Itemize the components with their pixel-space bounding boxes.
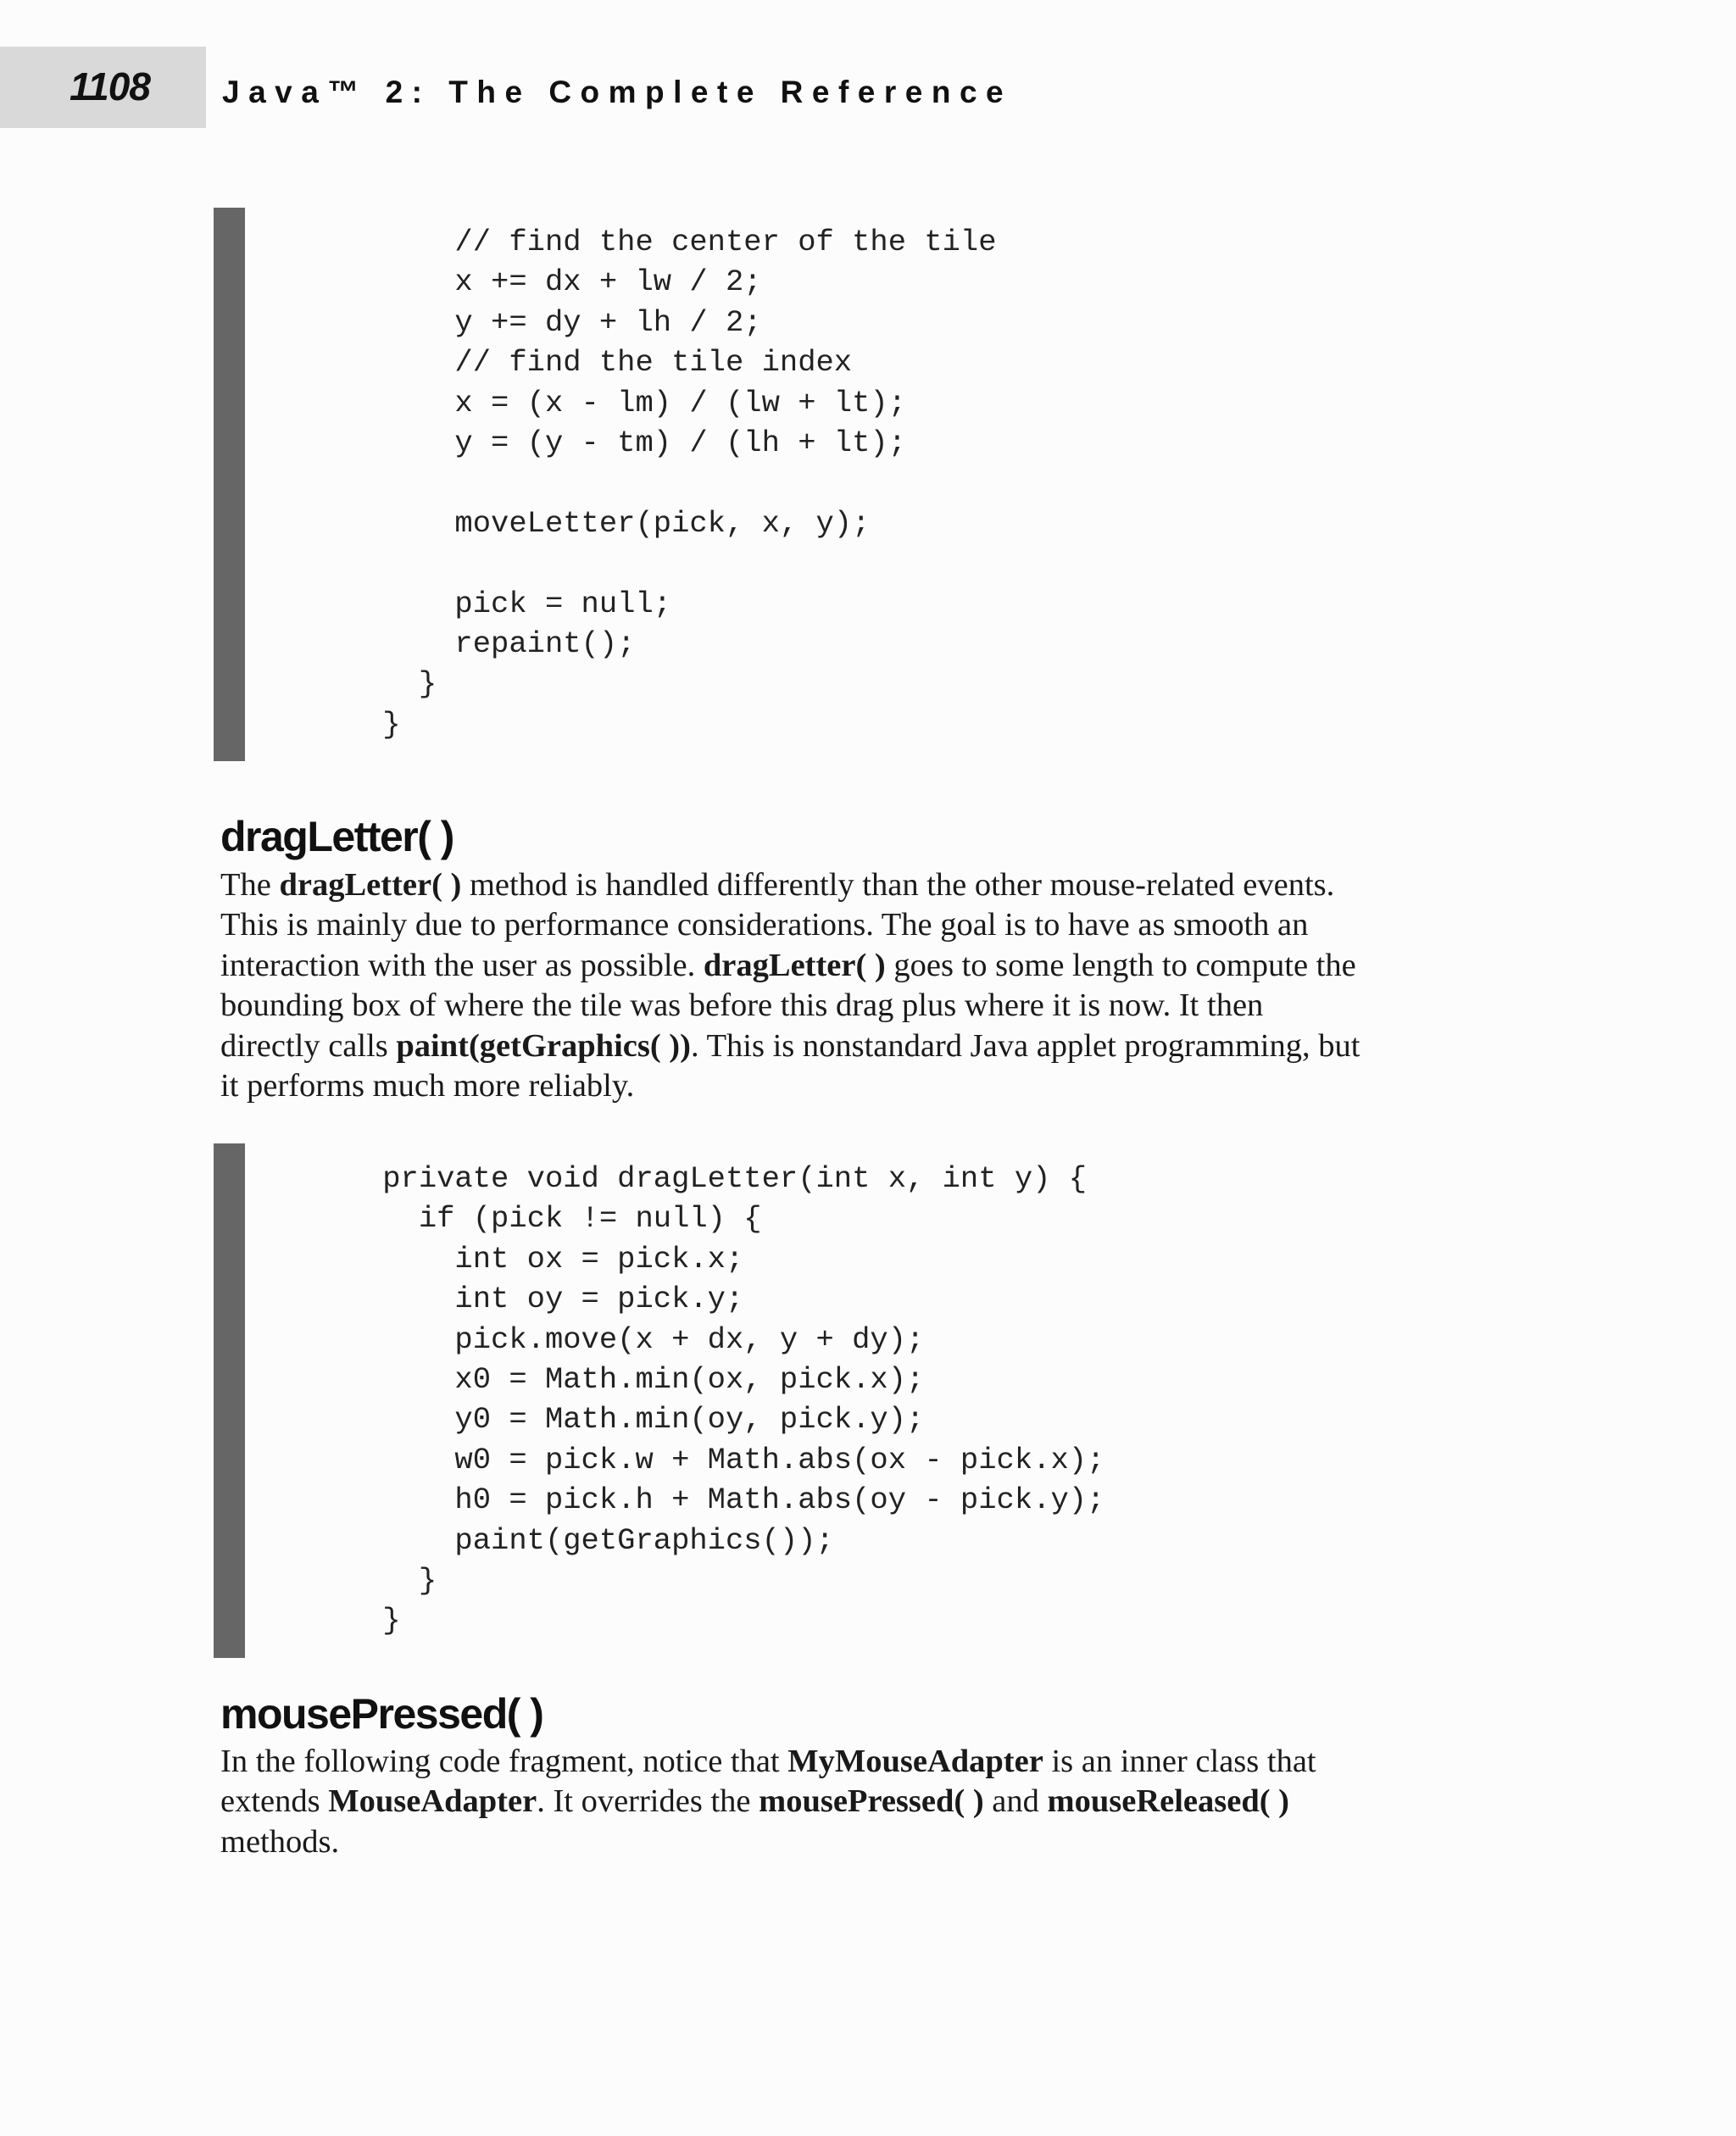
paragraph-line xyxy=(220,905,1526,945)
code-line: if (pick != null) { xyxy=(310,1201,762,1237)
text-run: . It overrides the xyxy=(537,1783,760,1820)
text-run: method is handled differently than the other mouse-related events. xyxy=(461,867,1335,903)
bold-code-term: MouseAdapter xyxy=(328,1783,537,1820)
bold-code-term: mousePressed( ) xyxy=(759,1783,984,1820)
code-line: int oy = pick.y; xyxy=(310,1282,744,1317)
text-run: In the following code fragment, notice that xyxy=(220,1744,788,1779)
paragraph-line xyxy=(220,1822,1526,1862)
code-line: x += dx + lw / 2; xyxy=(310,264,762,300)
bold-code-term: mouseReleased( ) xyxy=(1047,1783,1289,1820)
section-heading-dragletter: dragLetter( ) xyxy=(220,813,453,860)
code-line: // find the center of the tile xyxy=(310,225,997,259)
code-block-bar xyxy=(214,208,245,761)
bold-code-term: dragLetter( ) xyxy=(703,947,886,983)
text-run: bounding box of where the tile was before this drag plus where it is now. It then xyxy=(220,987,1264,1024)
text-run: and xyxy=(983,1783,1048,1820)
code-line: x0 = Math.min(ox, pick.x); xyxy=(310,1362,925,1398)
code-line: repaint(); xyxy=(310,626,636,662)
paragraph-line xyxy=(220,1026,1526,1066)
paragraph-line xyxy=(220,1066,1526,1106)
text-run: methods. xyxy=(220,1823,340,1860)
code-line: y0 = Math.min(oy, pick.y); xyxy=(310,1402,925,1438)
code-line: y = (y - tm) / (lh + lt); xyxy=(310,426,907,461)
bold-code-term: paint(getGraphics( )) xyxy=(396,1027,691,1064)
paragraph-line xyxy=(220,1782,1526,1822)
code-line: } xyxy=(310,1603,401,1638)
code-line: } xyxy=(310,666,437,702)
code-line: w0 = pick.w + Math.abs(ox - pick.x); xyxy=(310,1442,1105,1477)
code-line: y += dy + lh / 2; xyxy=(310,304,762,340)
code-line: private void dragLetter(int x, int y) { xyxy=(310,1161,1088,1196)
text-run: it performs much more reliably. xyxy=(220,1068,635,1104)
text-run: is an inner class that xyxy=(1043,1744,1316,1779)
code-line: pick.move(x + dx, y + dy); xyxy=(310,1321,925,1357)
code-line: x = (x - lm) / (lw + lt); xyxy=(310,385,907,420)
paragraph-line xyxy=(220,986,1526,1026)
body-paragraph xyxy=(220,1742,1526,1862)
running-header-title: Java™ 2: The Complete Reference xyxy=(222,75,1013,109)
text-run: This is mainly due to performance considerations. The goal is to have as smooth an xyxy=(220,907,1309,943)
text-run: The xyxy=(220,867,280,903)
code-block-bar xyxy=(214,1143,245,1658)
text-run: interaction with the user as possible. xyxy=(220,947,704,983)
code-listing xyxy=(310,1159,1104,1641)
code-line: int ox = pick.x; xyxy=(310,1241,744,1277)
code-line: moveLetter(pick, x, y); xyxy=(310,505,871,541)
paragraph-line xyxy=(220,865,1526,905)
code-line: // find the tile index xyxy=(310,345,853,381)
text-run: extends xyxy=(220,1783,329,1820)
code-listing xyxy=(310,222,997,744)
text-run: directly calls xyxy=(220,1027,397,1064)
code-line: pick = null; xyxy=(310,586,672,621)
code-line: } xyxy=(310,1563,437,1599)
section-heading-mousepressed: mousePressed( ) xyxy=(220,1690,543,1738)
page-number: 1108 xyxy=(70,64,150,108)
body-paragraph xyxy=(220,865,1526,1106)
code-line: } xyxy=(310,706,401,742)
paragraph-line xyxy=(220,1742,1526,1782)
text-run: . This is nonstandard Java applet programming, but xyxy=(690,1027,1360,1064)
bold-code-term: dragLetter( ) xyxy=(279,867,462,903)
text-run: goes to some length to compute the xyxy=(885,947,1356,983)
paragraph-line xyxy=(220,946,1526,986)
code-line: h0 = pick.h + Math.abs(oy - pick.y); xyxy=(310,1482,1105,1518)
code-line: paint(getGraphics()); xyxy=(310,1522,834,1558)
bold-code-term: MyMouseAdapter xyxy=(787,1744,1043,1779)
